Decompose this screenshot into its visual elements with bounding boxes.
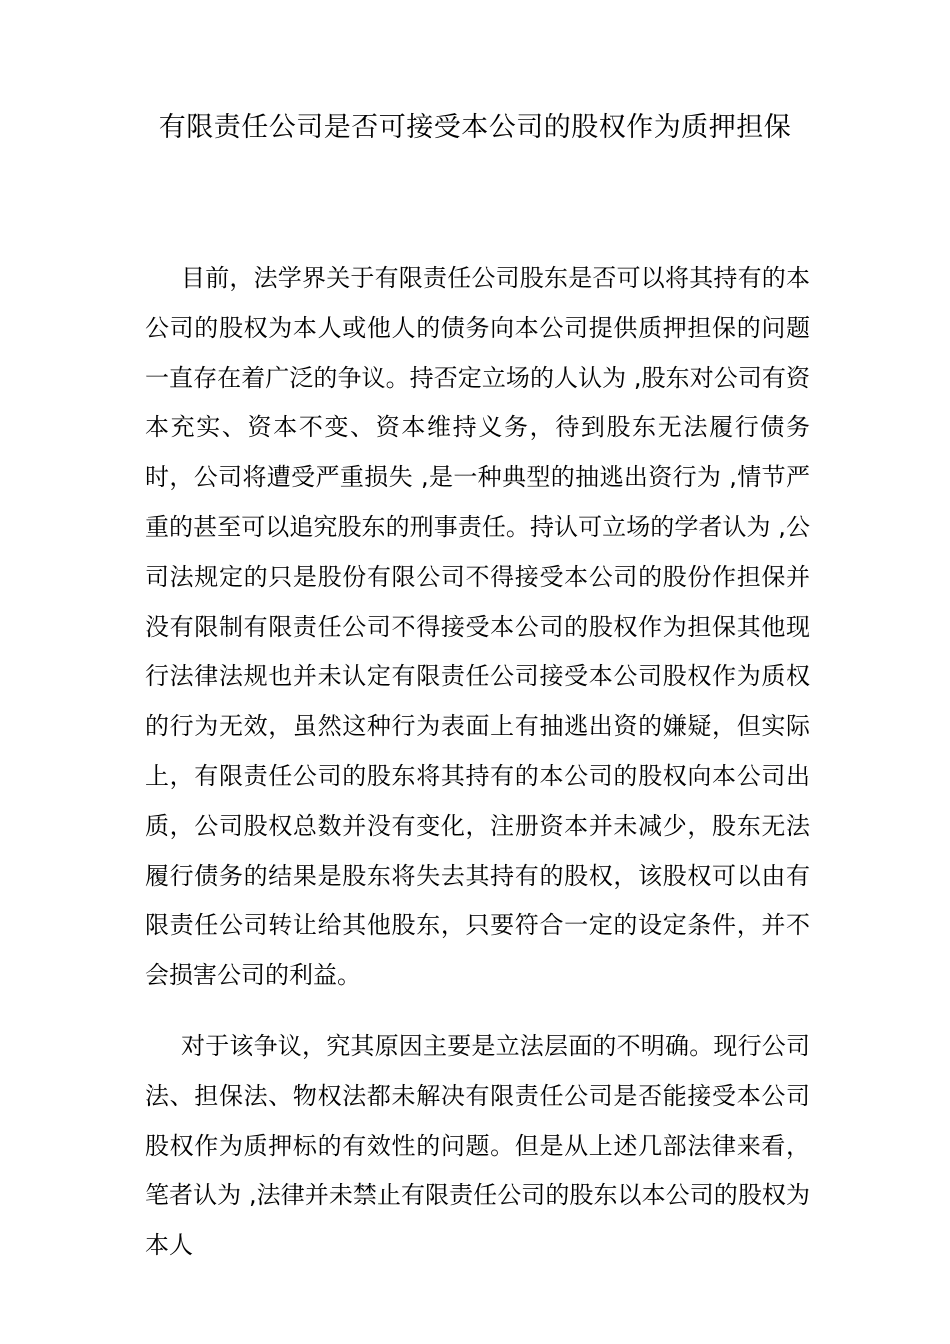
document-title: 有限责任公司是否可接受本公司的股权作为质押担保	[158, 112, 792, 143]
paragraph-1: 目前，法学界关于有限责任公司股东是否可以将其持有的本公司的股权为本人或他人的债务向本公司提供质押担保的问题一直存在着广泛的争议。持否定立场的人认为 ,股东对公司有资本充实、资本不变、资本维持义务，待到股东无法履行债务时，公司将遭受严重损失 ,是一种典型的抽逃出资行为 ,情节严重的甚至可以追究股东的刑事责任。持认可立场的学者认为 ,公司法规定的只是股份有限公司不得接受本公司的股份作担保并没有限制有限责任公司不得接受本公司的股权作为担保其他现行法律法规也并未认定有限责任公司接受本公司股权作为质权的行为无效，虽然这种行为表面上有抽逃出资的嫌疑，但实际上，有限责任公司的股东将其持有的本公司的股权向本公司出质，公司股权总数并没有变化，注册资本并未减少，股东无法履行债务的结果是股东将失去其持有的股权，该股权可以由有限责任公司转让给其他股东，只要符合一定的设定条件，并不会损害公司的利益。	[145, 264, 810, 990]
paragraph-2: 对于该争议，究其原因主要是立法层面的不明确。现行公司法、担保法、物权法都未解决有限责任公司是否能接受本公司股权作为质押标的有效性的问题。但是从上述几部法律来看，笔者认为 ,法律并未禁止有限责任公司的股东以本公司的股权为本人	[145, 1032, 810, 1260]
